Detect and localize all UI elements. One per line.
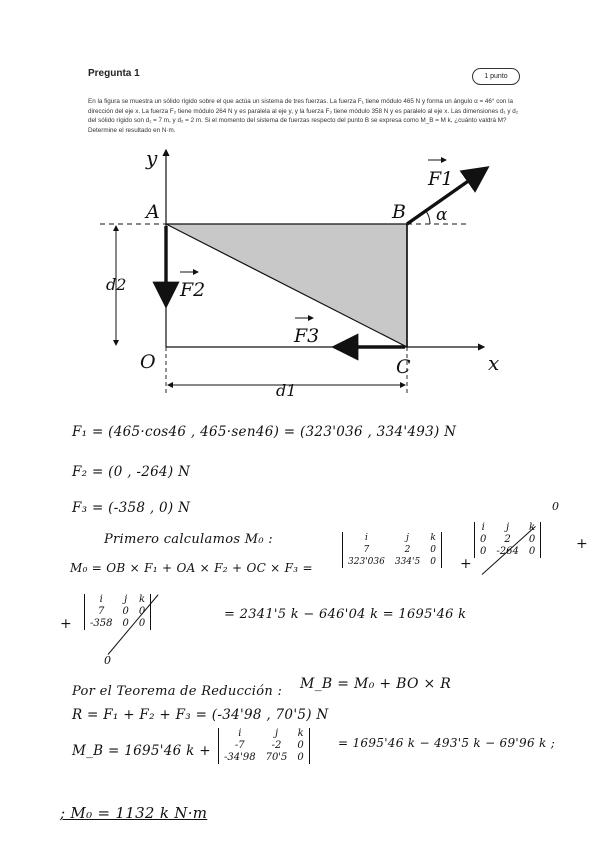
hand-f2: F₂ = (0 , -264) N (72, 464, 191, 480)
det3-cell: -358 (90, 618, 113, 629)
force-f2-label: F2 (180, 279, 206, 301)
det2-cell: 0 (528, 534, 536, 545)
angle-label: α (436, 205, 448, 225)
determinant-4 (218, 728, 310, 764)
det2-cell: k (529, 522, 536, 533)
det1-cell: 0 (430, 557, 436, 567)
det1-cell: i (364, 533, 368, 543)
hand-mb-formula: M_B = M₀ + BO × R (300, 676, 452, 692)
det4-row (219, 728, 309, 740)
det2-cell: -264 (496, 546, 519, 557)
point-o-label: O (140, 351, 156, 373)
force-f3-label: F3 (294, 325, 320, 347)
det2-cell: j (506, 522, 510, 533)
determinant-2 (474, 522, 541, 558)
det4-cell: k (297, 728, 304, 739)
hand-f1: F₁ = (465·cos46 , 465·sen46) = (323'036 , 334'493) N (72, 424, 457, 440)
det3-cell: 0 (138, 606, 146, 617)
determinant-3 (84, 594, 151, 630)
det4-row (219, 752, 309, 764)
hand-first-step: Primero calculamos M₀ : (104, 532, 273, 547)
hand-f3: F₃ = (-358 , 0) N (72, 500, 191, 516)
det1-cell: 323'036 (348, 557, 385, 567)
question-title: Pregunta 1 (88, 68, 140, 79)
det4-cell: -34'98 (224, 752, 256, 763)
points-badge: 1 punto (472, 68, 520, 85)
det3-cell: k (139, 594, 146, 605)
det3-cell: 0 (138, 618, 146, 629)
det1-cell: 334'5 (394, 557, 421, 567)
hand-plus-1: + (460, 556, 473, 572)
det4-cell: -7 (234, 740, 245, 751)
det3-cell: j (124, 594, 128, 605)
hand-mb-result: = 1695'46 k − 493'5 k − 69'96 k ; (338, 736, 556, 750)
det2-row (475, 534, 540, 546)
det3-cell: 0 (122, 606, 129, 617)
det2-cell: 0 (480, 546, 487, 557)
hand-final: ; M₀ = 1132 k N·m (60, 804, 208, 822)
det3-cell: 7 (98, 606, 105, 617)
hand-m0-result: = 2341'5 k − 646'04 k = 1695'46 k (224, 607, 467, 622)
dim-d2-label: d2 (106, 275, 127, 294)
det2-row (475, 522, 540, 534)
det3-cell: 0 (122, 618, 129, 629)
hand-plus-3: + (60, 616, 73, 632)
point-a-label: A (146, 201, 160, 223)
dim-d1-label: d1 (276, 381, 297, 400)
det1-cell: j (406, 533, 409, 543)
det4-row (219, 740, 309, 752)
det1-row (343, 532, 441, 544)
question-statement: En la figura se muestra un sólido rígido sobre el que actúa un sistema de tres fuerzas. La fuerza F₁ tiene módulo 465 N y forma un ángulo α = 46° con la dirección del eje x. La fuerza F₂ tiene módulo 264 N y es paralela al eje y, y la fuerza F₃ tiene módulo 358 N y es paralelo al eje x. Las dimensiones d₁ y d₂ del sólido rígido son d₁ = 7 m, y d₂ = 2 m. Si el momento del sistema de fuerzas respecto del punto B se expresa como M_B = M k, ¿cuánto valdrá M? Determine el resultado en N·m. (88, 98, 519, 134)
det4-cell: j (274, 728, 279, 739)
axis-x-label: x (488, 351, 500, 375)
det1-cell: k (430, 533, 436, 543)
point-b-label: B (392, 201, 406, 223)
det1-row (343, 556, 441, 568)
det2-cell: 0 (480, 534, 487, 545)
hand-mb-expr: M_B = 1695'46 k + (72, 743, 211, 759)
det2-cell: 0 (528, 546, 536, 557)
det1-cell: 0 (430, 545, 436, 555)
det4-cell: 70'5 (265, 752, 288, 763)
det2-cell: i (481, 522, 485, 533)
hand-plus-2: + (576, 536, 589, 552)
hand-det2-zero: 0 (552, 500, 560, 513)
axis-y-label: y (146, 146, 158, 170)
determinant-1 (342, 532, 442, 568)
det1-cell: 7 (363, 545, 370, 555)
det4-cell: -2 (271, 740, 282, 751)
det4-cell: 0 (297, 752, 304, 763)
det3-row (85, 618, 150, 630)
force-f1-label: F1 (428, 168, 454, 190)
hand-det3-zero: 0 (104, 654, 112, 667)
hand-r-expr: R = F₁ + F₂ + F₃ = (-34'98 , 70'5) N (72, 707, 329, 723)
det4-cell: 0 (297, 740, 304, 751)
point-c-label: C (396, 356, 411, 378)
hand-theorem: Por el Teorema de Reducción : (72, 684, 283, 699)
angle-arc (426, 211, 430, 224)
det4-cell: i (238, 728, 242, 739)
det1-row (343, 544, 441, 556)
det2-cell: 2 (504, 534, 511, 545)
hand-m0-expr: M₀ = OB × F₁ + OA × F₂ + OC × F₃ = (70, 561, 313, 575)
det1-cell: 2 (404, 545, 411, 555)
det3-row (85, 594, 150, 606)
det3-cell: i (99, 594, 103, 605)
